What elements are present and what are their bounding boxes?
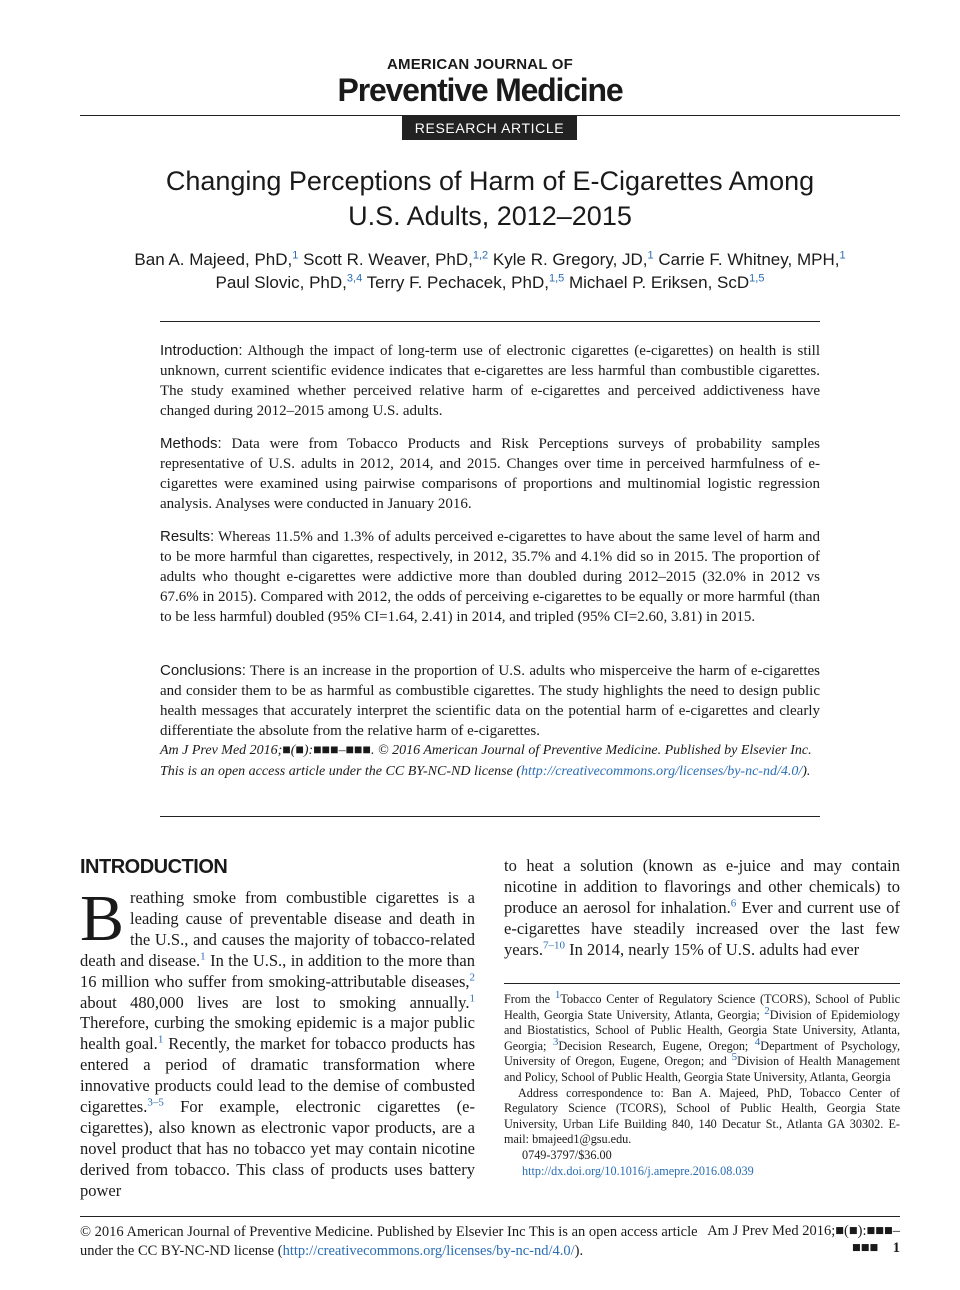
title-line-2: U.S. Adults, 2012–2015 bbox=[348, 201, 632, 231]
abstract-label: Results: bbox=[160, 528, 215, 545]
article-title bbox=[80, 164, 900, 234]
abstract-label: Methods: bbox=[160, 435, 222, 452]
title-line-1: Changing Perceptions of Harm of E-Cigarettes Among bbox=[165, 166, 815, 196]
abstract-text: Whereas 11.5% and 1.3% of adults perceived e-cigarettes to have about the same level of harm and to be more harmful than cigarettes, respectively, in 2012, 35.7% and 4.1% did so in 2015. The proportion of adults who thought e-cigarettes were addictive more than doubled during 2012–2015 (32.0% in 2012 vs 67.6% in 2015). Compared with 2012, the odds of perceiving e-cigarettes to be equally or more harmful (than to be less harmful) doubled (95% CI=1.64, 2.41) in 2014, and tripled (95% CI=2.60, 3.81) in 2015. bbox=[160, 529, 820, 625]
reference-citation[interactable]: 2 bbox=[764, 1004, 770, 1017]
reference-citation[interactable]: 6 bbox=[730, 897, 737, 910]
reference-citation[interactable]: 4 bbox=[754, 1035, 761, 1048]
footnote-rule bbox=[504, 983, 900, 984]
abstract-label: Introduction: bbox=[160, 342, 243, 359]
page-number: 1 bbox=[892, 1240, 900, 1256]
issn: 0749-3797/$36.00 bbox=[522, 1147, 612, 1162]
footer-citation bbox=[680, 1223, 900, 1257]
affiliation-ref[interactable]: 1,5 bbox=[749, 272, 765, 285]
author[interactable]: Ban A. Majeed, PhD, bbox=[134, 250, 293, 269]
journal-name: Preventive Medicine bbox=[337, 72, 623, 108]
footer-license-link[interactable]: http://creativecommons.org/licenses/by-nc-nd/4.0/ bbox=[282, 1243, 575, 1259]
footer-rule bbox=[80, 1216, 900, 1217]
abstract-top-rule bbox=[160, 321, 820, 322]
doi-link[interactable]: http://dx.doi.org/10.1016/j.amepre.2016.08.039 bbox=[522, 1163, 754, 1178]
article-type-badge: RESEARCH ARTICLE bbox=[402, 116, 577, 140]
text-run: Therefore, curbing the smoking epidemic is a major public health goal. bbox=[80, 1013, 475, 1054]
text-run: reathing smoke from combustible cigarettes is a leading cause of preventable disease and death in the U.S., and causes the majority of tobacco-related death and disease. bbox=[80, 888, 475, 970]
abstract-conclusions bbox=[160, 661, 820, 741]
text-run: to heat a solution (known as e-juice and may contain nicotine in addition to flavorings and other chemicals) to produce an aerosol for inhalation. bbox=[504, 856, 900, 917]
abstract-text: Data were from Tobacco Products and Risk Perceptions surveys of probability samples representative of U.S. adults in 2012, 2014, and 2015. Changes over time in perceived harmfulness of e-cigarettes were examined using pairwise comparisons of proportions and multinomial logistic regression analysis. Analyses were conducted in January 2016. bbox=[160, 436, 821, 512]
affiliation-ref[interactable]: 1,5 bbox=[548, 272, 565, 285]
text-run: Ever and current use of e-cigarettes have steadily increased over the last few years. bbox=[504, 897, 900, 959]
affiliations bbox=[504, 988, 900, 1086]
intro-body-left bbox=[80, 882, 475, 1200]
drop-cap: B bbox=[80, 882, 125, 955]
affiliation-ref[interactable]: 3,4 bbox=[346, 272, 363, 285]
paren: ). bbox=[802, 764, 811, 779]
text-run: Division of Health Management and Policy, School of Public Health, Georgia State University, Atlanta, Georgia bbox=[504, 1054, 900, 1084]
reference-citation[interactable]: 7–10 bbox=[542, 939, 565, 952]
abstract-text: Although the impact of long-term use of electronic cigarettes (e-cigarettes) on health is still unknown, current scientific evidence indicates that e-cigarettes are less harmful than combustible cigarettes. The study examined whether perceived relative harm of e-cigarettes and perceived addictiveness have changed during 2012–2015 among U.S. adults. bbox=[160, 343, 820, 419]
reference-citation[interactable]: 3 bbox=[552, 1035, 559, 1048]
author[interactable]: Paul Slovic, PhD, bbox=[215, 273, 347, 292]
text-run: about 480,000 lives are lost to smoking annually. bbox=[80, 992, 470, 1012]
reference-citation[interactable]: 1 bbox=[554, 988, 561, 1001]
author[interactable]: Scott R. Weaver, PhD, bbox=[303, 250, 473, 269]
footer-copyright bbox=[80, 1223, 700, 1261]
text-run: In 2014, nearly 15% of U.S. adults had ever bbox=[564, 939, 860, 959]
section-heading: INTRODUCTION bbox=[80, 856, 228, 878]
author-list-line-2 bbox=[60, 273, 920, 293]
author[interactable]: Carrie F. Whitney, MPH, bbox=[658, 250, 840, 269]
intro-column-right bbox=[504, 856, 900, 961]
text-run: Decision Research, Eugene, Oregon; bbox=[558, 1038, 755, 1053]
author-list-line-1 bbox=[60, 250, 920, 270]
affiliation-ref[interactable]: 1 bbox=[292, 249, 299, 262]
correspondence-address: Address correspondence to: Ban A. Majeed, PhD, Tobacco Center of Regulatory Science (TCORS), School of Public Health, Georgia State University, Urban Life Building 840, 140 Decatur St., Atlanta GA 30302. E-mail: bmajeed1@gsu.edu. bbox=[504, 1085, 900, 1147]
intro-body-right bbox=[504, 856, 900, 959]
abstract-bottom-rule bbox=[160, 816, 820, 817]
running-citation: Am J Prev Med 2016;■(■):■■■–■■■ bbox=[707, 1223, 900, 1256]
author[interactable]: Kyle R. Gregory, JD, bbox=[492, 250, 648, 269]
affiliation-ref[interactable]: 1 bbox=[839, 249, 846, 262]
reference-citation[interactable]: 1 bbox=[469, 992, 475, 1005]
text-run: From the bbox=[504, 992, 555, 1006]
abstract-text: There is an increase in the proportion of U.S. adults who misperceive the harm of e-cigarettes and consider them to be as harmful as combustible cigarettes. The study highlights the need to design public health messages that accurately interpret the scientific data on the potential harm of e-cigarettes and clearly differentiate the absolute from the relative harm of e-cigarettes. bbox=[160, 663, 820, 739]
abstract-results bbox=[160, 527, 820, 627]
footer-text: © 2016 American Journal of Preventive Medicine. Published by Elsevier Inc This is an open access article under the CC BY-NC-ND license bbox=[80, 1224, 698, 1259]
reference-citation[interactable]: 2 bbox=[469, 971, 475, 984]
reference-citation[interactable]: 1 bbox=[157, 1033, 164, 1046]
abstract-methods bbox=[160, 434, 820, 514]
affiliation-ref[interactable]: 1 bbox=[647, 249, 654, 262]
author[interactable]: Terry F. Pechacek, PhD, bbox=[366, 273, 549, 292]
journal-name-small: AMERICAN JOURNAL OF bbox=[386, 56, 574, 73]
text-run: Recently, the market for tobacco products has entered a period of dramatic transformation where innovative products could lead to the demise of combusted cigarettes. bbox=[80, 1034, 475, 1117]
text-run: Division of Epidemiology and Biostatistics, School of Public Health, Georgia State University, Atlanta, Georgia; bbox=[504, 1007, 900, 1053]
footnotes bbox=[504, 988, 900, 1179]
author[interactable]: Michael P. Eriksen, ScD bbox=[568, 273, 750, 292]
paren: ( bbox=[516, 764, 521, 779]
license-link[interactable]: http://creativecommons.org/licenses/by-nc-nd/4.0/ bbox=[521, 764, 803, 779]
paren: ( bbox=[277, 1243, 283, 1259]
reference-citation[interactable]: 3–5 bbox=[147, 1096, 164, 1109]
abstract-introduction bbox=[160, 341, 820, 421]
intro-column-left bbox=[80, 882, 475, 1202]
affiliation-ref[interactable]: 1,2 bbox=[472, 249, 489, 262]
abstract-citation bbox=[160, 740, 820, 782]
abstract-label: Conclusions: bbox=[160, 662, 246, 679]
citation-text: Am J Prev Med 2016;■(■):■■■–■■■. © 2016 American Journal of Preventive Medicine. Published by Elsevier Inc. This is an open access article under the CC BY-NC-ND license bbox=[160, 743, 812, 779]
text-run: In the U.S., in addition to the more than 16 million who suffer from smoking-attributable diseases, bbox=[80, 950, 475, 991]
text-run: Department of Psychology, University of Oregon, Eugene, Oregon; and bbox=[504, 1038, 900, 1069]
reference-citation[interactable]: 1 bbox=[200, 950, 206, 963]
text-run: Tobacco Center of Regulatory Science (TCORS), School of Public Health, Georgia State University, Atlanta, Georgia; bbox=[504, 992, 900, 1022]
paren: ). bbox=[574, 1243, 584, 1259]
reference-citation[interactable]: 5 bbox=[731, 1051, 738, 1064]
text-run: For example, electronic cigarettes (e-cigarettes), also known as electronic vapor products, are a novel product that has no tobacco yet may contain nicotine derived from tobacco. This class of products uses battery power bbox=[80, 1097, 475, 1200]
